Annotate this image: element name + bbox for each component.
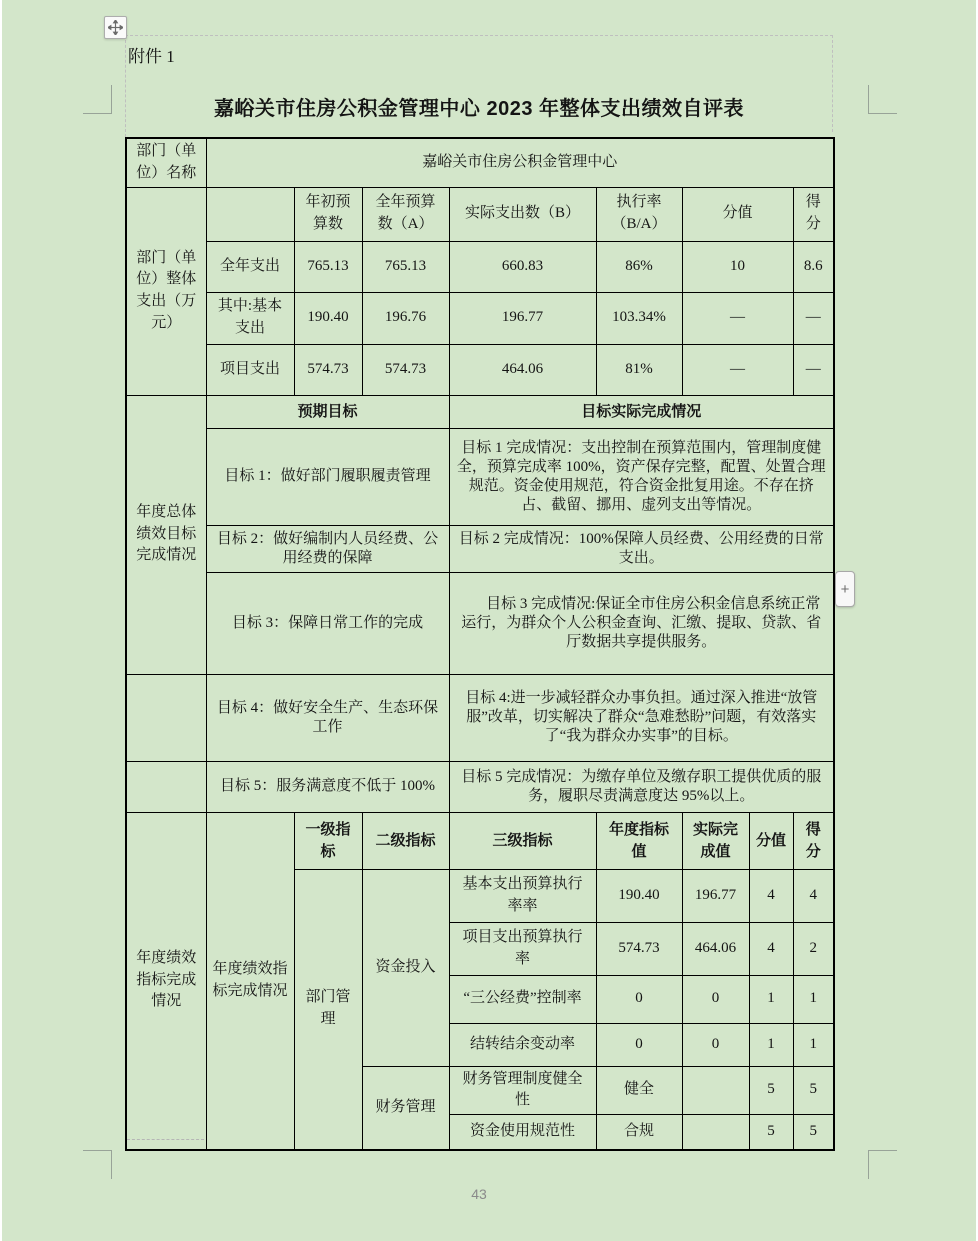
first-column-bottom-dashed-border (127, 1139, 204, 1140)
document-title[interactable]: 嘉峪关市住房公积金管理中心 2023 年整体支出绩效自评表 (213, 98, 745, 120)
indicators-section-label[interactable]: 年度绩效指标完成情况 (126, 812, 206, 1150)
summary-row-label[interactable]: 其中:基本支出 (206, 292, 294, 344)
indicator-score-value[interactable]: 5 (749, 1115, 793, 1150)
summary-cell[interactable]: — (793, 344, 834, 395)
indicator-score[interactable]: 5 (793, 1115, 834, 1150)
indicators-header-score[interactable]: 得分 (793, 812, 834, 869)
text-boundary-top (125, 35, 833, 36)
indicators-header-level3[interactable]: 三级指标 (449, 812, 596, 869)
indicator-level2-fund-input[interactable]: 资金投入 (362, 869, 449, 1066)
summary-cell[interactable]: 464.06 (449, 344, 596, 395)
indicator-actual[interactable] (682, 1115, 749, 1150)
indicator-name[interactable]: 财务管理制度健全性 (449, 1066, 596, 1115)
four-way-arrow-icon (108, 20, 123, 35)
indicator-name[interactable]: 资金使用规范性 (449, 1115, 596, 1150)
summary-header-actual-expenditure[interactable]: 实际支出数（B） (449, 187, 596, 241)
summary-cell[interactable]: 574.73 (362, 344, 449, 395)
indicator-actual[interactable] (682, 1066, 749, 1115)
summary-header-score-value[interactable]: 分值 (682, 187, 793, 241)
indicator-target[interactable]: 0 (596, 975, 682, 1023)
summary-cell[interactable]: 103.34% (596, 292, 682, 344)
indicator-name[interactable]: 基本支出预算执行率率 (449, 869, 596, 922)
text-boundary-left (125, 35, 126, 137)
indicator-target[interactable]: 190.40 (596, 869, 682, 922)
summary-section-label[interactable]: 部门（单位）整体支出（万元） (126, 187, 206, 395)
goals-section-label[interactable]: 年度总体绩效目标完成情况 (126, 395, 206, 674)
margin-mark-bottom-left (83, 1150, 112, 1179)
summary-header-execution-rate[interactable]: 执行率（B/A） (596, 187, 682, 241)
dept-name-value[interactable]: 嘉峪关市住房公积金管理中心 (206, 138, 834, 187)
indicator-level1-dept-mgmt[interactable]: 部门管理 (294, 869, 362, 1150)
goal-5[interactable]: 目标 5：服务满意度不低于 100% (206, 761, 449, 812)
summary-header-full-year-budget[interactable]: 全年预算数（A） (362, 187, 449, 241)
summary-header-initial-budget[interactable]: 年初预算数 (294, 187, 362, 241)
summary-cell[interactable]: 196.76 (362, 292, 449, 344)
margin-mark-bottom-right (868, 1150, 897, 1179)
indicator-actual[interactable]: 0 (682, 975, 749, 1023)
goals-expected-header[interactable]: 预期目标 (206, 395, 449, 428)
evaluation-table (125, 137, 835, 1151)
goal-2[interactable]: 目标 2：做好编制内人员经费、公用经费的保障 (206, 525, 449, 572)
indicators-header-target[interactable]: 年度指标值 (596, 812, 682, 869)
indicator-name[interactable]: 项目支出预算执行率 (449, 922, 596, 975)
goal-1-completion[interactable]: 目标 1 完成情况：支出控制在预算范围内，管理制度健全，预算完成率 100%，资产保存完整，配置、处置合理规范。资金使用规范，符合资金批复用途。不存在挤占、截留、挪用、虚列支出等情况。 (449, 428, 834, 525)
indicators-header-actual[interactable]: 实际完成值 (682, 812, 749, 869)
indicators-sub-label[interactable]: 年度绩效指标完成情况 (206, 812, 294, 1150)
goal-4[interactable]: 目标 4：做好安全生产、生态环保工作 (206, 674, 449, 761)
goals-section-continuation[interactable] (126, 761, 206, 812)
margin-mark-top-right (868, 85, 897, 114)
indicator-score-value[interactable]: 1 (749, 975, 793, 1023)
goals-section-continuation[interactable] (126, 674, 206, 761)
page-number: 43 (471, 1186, 487, 1202)
summary-row-label[interactable]: 项目支出 (206, 344, 294, 395)
goal-1[interactable]: 目标 1：做好部门履职履责管理 (206, 428, 449, 525)
summary-cell[interactable]: 8.6 (793, 241, 834, 292)
summary-header-score[interactable]: 得分 (793, 187, 834, 241)
goal-3[interactable]: 目标 3：保障日常工作的完成 (206, 572, 449, 674)
indicators-header-level1[interactable]: 一级指标 (294, 812, 362, 869)
indicator-target[interactable]: 合规 (596, 1115, 682, 1150)
margin-mark-top-left (83, 85, 112, 114)
indicator-score-value[interactable]: 4 (749, 869, 793, 922)
summary-cell[interactable]: — (793, 292, 834, 344)
summary-cell[interactable]: — (682, 292, 793, 344)
summary-row-label[interactable]: 全年支出 (206, 241, 294, 292)
indicator-actual[interactable]: 196.77 (682, 869, 749, 922)
summary-cell[interactable]: 765.13 (294, 241, 362, 292)
goals-actual-header[interactable]: 目标实际完成情况 (449, 395, 834, 428)
goal-2-completion[interactable]: 目标 2 完成情况：100%保障人员经费、公用经费的日常支出。 (449, 525, 834, 572)
summary-cell[interactable]: 86% (596, 241, 682, 292)
goal-5-completion[interactable]: 目标 5 完成情况：为缴存单位及缴存职工提供优质的服务，履职尽责满意度达 95%以上。 (449, 761, 834, 812)
summary-cell[interactable]: 660.83 (449, 241, 596, 292)
indicator-score[interactable]: 1 (793, 975, 834, 1023)
indicator-score-value[interactable]: 1 (749, 1023, 793, 1066)
plus-icon: + (840, 580, 850, 598)
indicator-level2-finance-mgmt[interactable]: 财务管理 (362, 1066, 449, 1150)
indicators-header-score-value[interactable]: 分值 (749, 812, 793, 869)
indicator-target[interactable]: 574.73 (596, 922, 682, 975)
indicator-score[interactable]: 2 (793, 922, 834, 975)
summary-cell[interactable]: 81% (596, 344, 682, 395)
indicator-target[interactable]: 0 (596, 1023, 682, 1066)
summary-cell[interactable]: 196.77 (449, 292, 596, 344)
indicator-score[interactable]: 5 (793, 1066, 834, 1115)
goal-3-completion[interactable]: 目标 3 完成情况:保证全市住房公积金信息系统正常运行，为群众个人公积金查询、汇缴、提取、贷款、省厅数据共享提供服务。 (449, 572, 834, 674)
summary-cell[interactable]: 574.73 (294, 344, 362, 395)
indicator-actual[interactable]: 0 (682, 1023, 749, 1066)
summary-cell[interactable]: 190.40 (294, 292, 362, 344)
goal-4-completion[interactable]: 目标 4:进一步减轻群众办事负担。通过深入推进“放管服”改革，切实解决了群众“急难愁盼”问题，有效落实了“我为群众办实事”的目标。 (449, 674, 834, 761)
insert-handle-button[interactable] (835, 571, 855, 607)
summary-cell[interactable]: 765.13 (362, 241, 449, 292)
indicator-actual[interactable]: 464.06 (682, 922, 749, 975)
indicator-target[interactable]: 健全 (596, 1066, 682, 1115)
indicator-name[interactable]: 结转结余变动率 (449, 1023, 596, 1066)
summary-cell[interactable]: 10 (682, 241, 793, 292)
indicators-header-level2[interactable]: 二级指标 (362, 812, 449, 869)
attachment-label[interactable]: 附件 1 (128, 47, 175, 66)
window-left-edge (0, 0, 2, 1241)
indicator-score[interactable]: 4 (793, 869, 834, 922)
indicator-name[interactable]: “三公经费”控制率 (449, 975, 596, 1023)
summary-header-empty[interactable] (206, 187, 294, 241)
summary-cell[interactable]: — (682, 344, 793, 395)
dept-name-label[interactable]: 部门（单位）名称 (126, 138, 206, 187)
indicator-score-value[interactable]: 5 (749, 1066, 793, 1115)
table-move-handle-icon[interactable] (104, 16, 127, 39)
indicator-score-value[interactable]: 4 (749, 922, 793, 975)
indicator-score[interactable]: 1 (793, 1023, 834, 1066)
